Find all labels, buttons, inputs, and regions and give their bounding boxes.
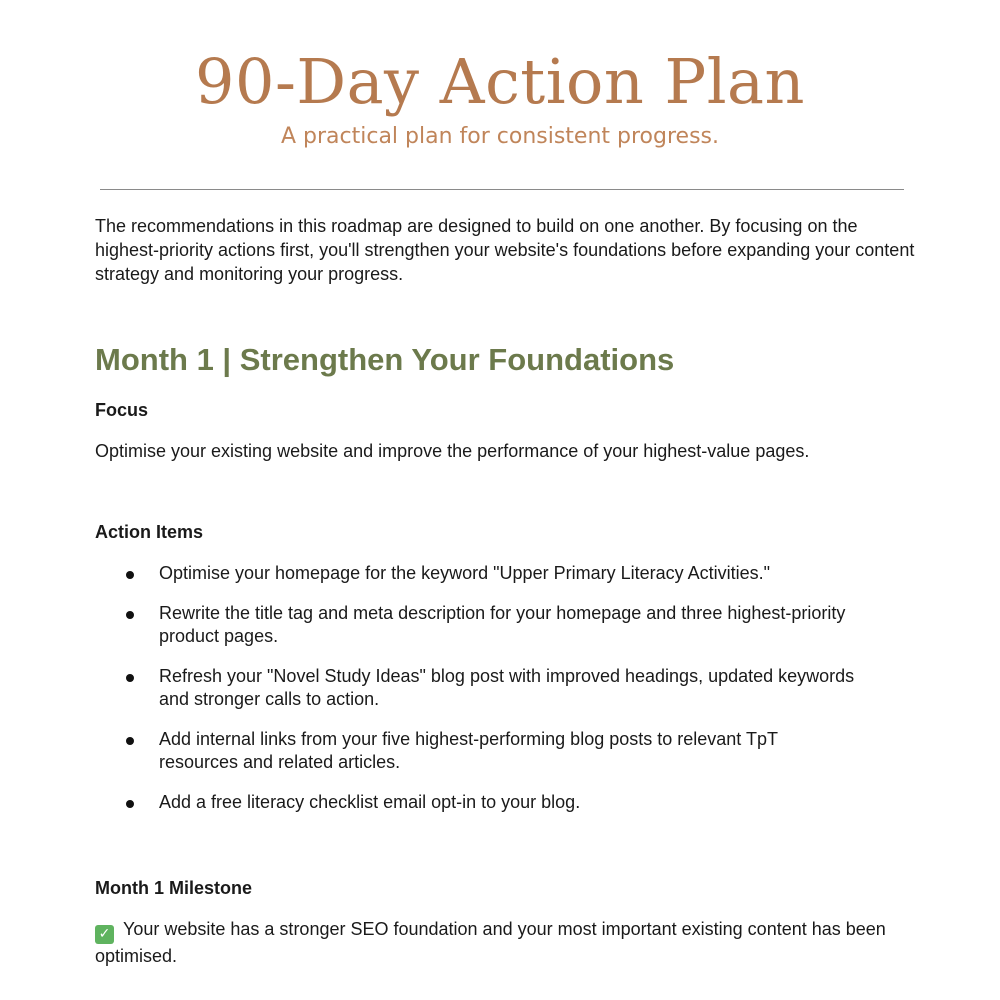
focus-label: Focus: [95, 400, 149, 420]
intro-paragraph: The recommendations in this roadmap are designed to build on one another. By focusing on the highest-priority actions first, you'll strengthen your website's foundations before expanding your content strategy and monitoring your progress.: [95, 216, 915, 284]
list-item-text: Rewrite the title tag and meta description for your homepage and three highest-priority product pages.: [159, 603, 846, 646]
list-item: [0, 791, 859, 814]
bullet-icon: [126, 800, 134, 808]
milestone-label: Month 1 Milestone: [95, 878, 252, 898]
page-subtitle: A practical plan for consistent progress.: [280, 124, 719, 149]
bullet-icon: [126, 674, 134, 682]
list-item-text: Refresh your "Novel Study Ideas" blog post with improved headings, updated keywords and stronger calls to action.: [159, 666, 855, 709]
bullet-icon: [126, 571, 134, 579]
list-item-text: Add internal links from your five highest-performing blog posts to relevant TpT resources and related articles.: [159, 729, 778, 772]
list-item-text: Add a free literacy checklist email opt-in to your blog.: [159, 792, 581, 812]
list-item: [0, 665, 859, 711]
action-items-list: [0, 562, 1000, 831]
bullet-icon: [126, 611, 134, 619]
list-item: [0, 602, 859, 648]
check-mark-icon: ✓: [95, 925, 114, 944]
list-item: [0, 728, 859, 774]
divider: [100, 189, 904, 190]
list-item-text: Optimise your homepage for the keyword "Upper Primary Literacy Activities.": [159, 563, 771, 583]
focus-text: Optimise your existing website and improve the performance of your highest-value pages.: [95, 441, 810, 461]
milestone-text: Your website has a stronger SEO foundation and your most important existing content has been optimised.: [95, 919, 886, 966]
action-items-label: Action Items: [95, 522, 204, 542]
milestone-text-block: [95, 917, 895, 968]
list-item: [0, 562, 859, 585]
month-1-heading: Month 1 | Strengthen Your Foundations: [95, 342, 675, 377]
page-title: 90-Day Action Plan: [195, 45, 805, 118]
bullet-icon: [126, 737, 134, 745]
